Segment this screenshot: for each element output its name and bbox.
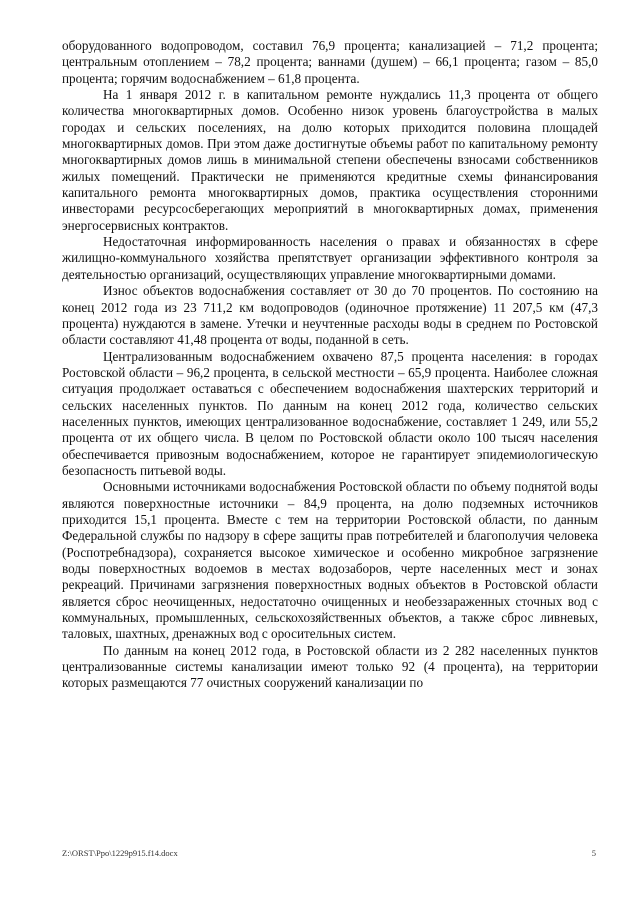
document-body (62, 38, 598, 692)
paragraph-4: Износ объектов водоснабжения составляет от 30 до 70 процентов. По состоянию на конец 2012 года из 23 711,2 км водопроводов (одиночное протяжение) 11 207,5 км (47,3 процента) нуждаются в замене. Утечки и неучтенные расходы воды в среднем по Ростовской области составляют 41,48 процента от воды, поданной в сеть. (62, 283, 598, 348)
paragraph-3: Недостаточная информированность населения о правах и обязанностях в сфере жилищно-коммунального хозяйства препятствует организации эффективного контроля за деятельностью организаций, осуществляющих управление многоквартирными домами. (62, 234, 598, 282)
footer-file-path: Z:\ORST\Ppo\1229p915.f14.docx (62, 848, 178, 858)
paragraph-6: Основными источниками водоснабжения Ростовской области по объему поднятой воды являются поверхностные источники – 84,9 процента, на долю подземных источников приходится 15,1 процента. Вместе с тем на территории Ростовской области, по данным Федеральной службы по надзору в сфере защиты прав потребителей и благополучия человека (Роспотребнадзора), сохраняется высокое химическое и особенно микробное загрязнение воды поверхностных водоемов в местах водозаборов, черте населенных мест и зонах рекреаций. Причинами загрязнения поверхностных водных объектов в Ростовской области является сброс неочищенных, недостаточно очищенных и необеззараженных сточных вод с коммунальных, промышленных, сельскохозяйственных объектов, а также сброс ливневых, таловых, шахтных, дренажных вод с оросительных систем. (62, 479, 598, 642)
paragraph-5: Централизованным водоснабжением охвачено 87,5 процента населения: в городах Ростовской области – 96,2 процента, в сельской местности – 65,9 процента. Наиболее сложная ситуация продолжает оставаться с обеспечением водоснабжения шахтерских территорий и сельских населенных пунктов. По данным на конец 2012 года, количество сельских населенных пунктов, имеющих централизованное водоснабжение, составляет 1 249, или 55,2 процента от их общего числа. В целом по Ростовской области около 100 тысяч населения обеспечивается привозным водоснабжением, которое не гарантирует эпидемиологическую безопасность питьевой воды. (62, 348, 598, 478)
page-number: 5 (591, 848, 596, 858)
paragraph-7: По данным на конец 2012 года, в Ростовской области из 2 282 населенных пунктов централизованные системы канализации имеют только 92 (4 процента), на территории которых размещаются 77 очистных сооружений канализации по (62, 642, 598, 691)
paragraph-2: На 1 января 2012 г. в капитальном ремонте нуждались 11,3 процента от общего количества многоквартирных домов. Особенно низок уровень благоустройства в малых городах и сельских поселениях, на долю которых приходится половина площадей многоквартирных домов. При этом даже достигнутые объемы работ по капитальному ремонту многоквартирных домов лишь в минимальной степени обеспечены взносами собственников жилых помещений. Практически не применяются кредитные схемы финансирования капитального ремонта многоквартирных домов, практика осуществления сторонними инвесторами ресурсосберегающих мероприятий в многоквартирных домах, применения энергосервисных контрактов. (62, 87, 598, 233)
paragraph-1: оборудованного водопроводом, составил 76,9 процента; канализацией – 71,2 процента; центральным отоплением – 78,2 процента; ваннами (душем) – 66,1 процента; газом – 85,0 процента; горячим водоснабжением – 61,8 процента. (62, 38, 598, 86)
